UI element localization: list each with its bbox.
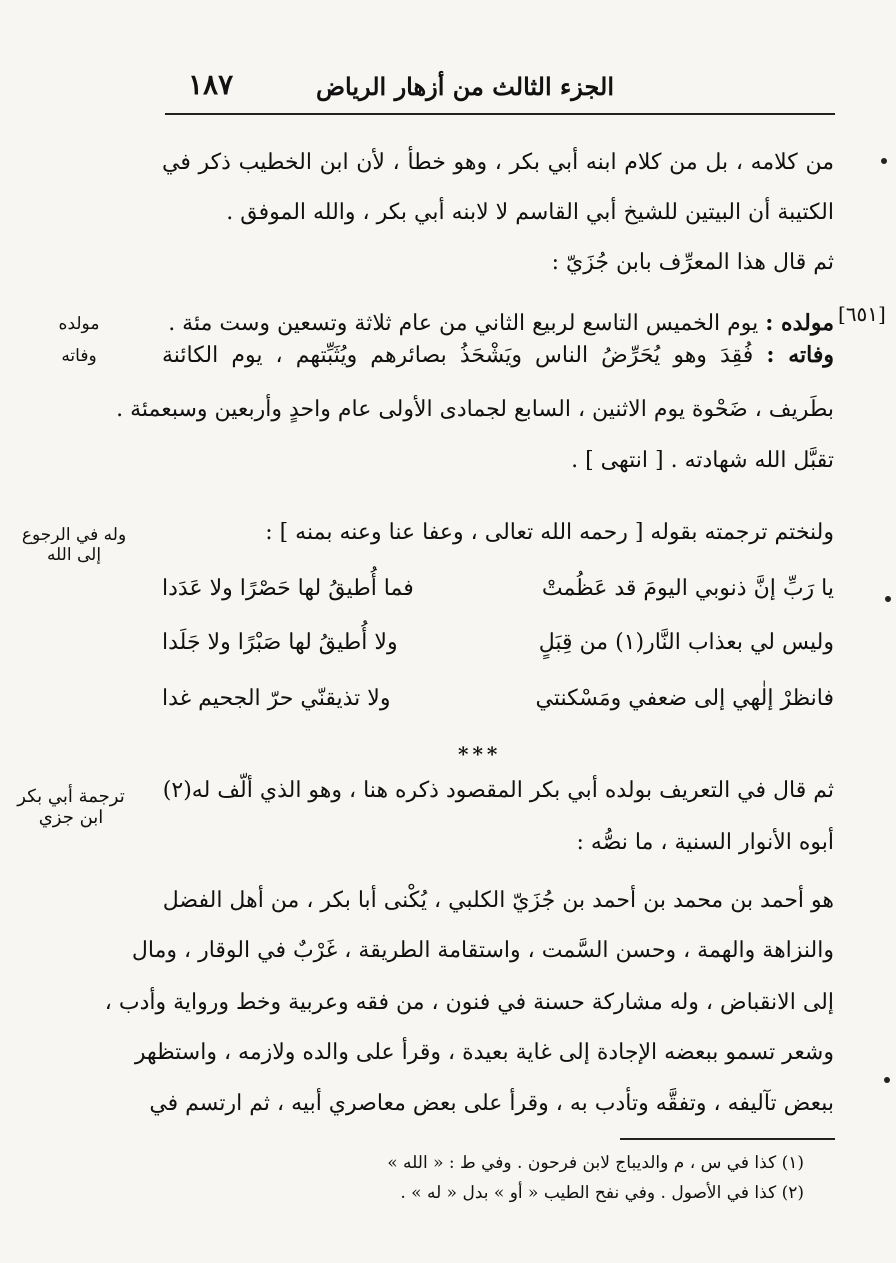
verse-hemistich-right: يا رَبِّ إنَّ ذنوبي اليومَ قد عَظُمتْ: [541, 576, 834, 601]
birth-line: [162, 310, 834, 336]
body-line: أبوه الأنوار السنية ، ما نصُّه :: [576, 830, 834, 855]
body-line: الكتيبة أن البيتين للشيخ أبي القاسم لا لابنه أبي بكر ، والله الموفق .: [226, 200, 834, 225]
running-title: الجزء الثالث من أزهار الرياض: [315, 72, 614, 101]
binding-dot: [881, 158, 887, 164]
verse-hemistich-right: وليس لي بعذاب النَّار(١) من قِبَلٍ: [538, 630, 834, 655]
death-label: وفاته :: [766, 342, 834, 368]
page-number: ١٨٧: [188, 68, 234, 101]
section-separator: ***: [458, 742, 502, 766]
birth-label: مولده :: [765, 310, 834, 336]
body-line: ببعض تآليفه ، وتفقَّه وتأدب به ، وقرأ على بعض معاصري أبيه ، ثم ارتسم في: [149, 1091, 834, 1116]
body-line: ولنختم ترجمته بقوله [ رحمه الله تعالى ، وعفا عنا وعنه بمنه ] :: [265, 520, 834, 545]
death-text: فُقِدَ وهو يُحَرِّضُ الناس ويَشْحَذُ بصائرهم ويُثَبِّتهم ، يوم الكائنة: [162, 343, 754, 368]
birth-text: يوم الخميس التاسع لربيع الثاني من عام ثلاثة وتسعين وست مئة .: [168, 311, 759, 336]
death-line: [162, 342, 834, 368]
footnote-rule: [620, 1138, 835, 1140]
verse-hemistich-left: ولا أُطيقُ لها صَبْرًا ولا جَلَدا: [162, 630, 398, 655]
body-line: تقبَّل الله شهادته . [ انتهى ] .: [571, 448, 834, 473]
verse-hemistich-left: ولا تذيقنّي حرّ الجحيم غدا: [162, 686, 391, 711]
margin-note-prayer: وله في الرجوع إلى الله: [21, 525, 127, 565]
margin-note-bio: ترجمة أبي بكر ابن جزي: [17, 786, 125, 828]
body-line: بطَريف ، ضَحْوة يوم الاثنين ، السابع لجمادى الأولى عام واحدٍ وأربعين وسبعمئة .: [116, 397, 834, 422]
margin-note-death: وفاته: [61, 346, 97, 366]
margin-reference: [٦٥١]: [838, 302, 886, 326]
body-line: هو أحمد بن محمد بن أحمد بن جُزَيّ الكلبي ، يُكْنى أبا بكر ، من أهل الفضل: [162, 888, 834, 913]
margin-note-birth: مولده: [58, 314, 100, 334]
footnote: (٢) كذا في الأصول . وفي نفح الطيب « أو » بدل « له » .: [400, 1183, 804, 1203]
binding-dot: [885, 596, 891, 602]
body-line: إلى الانقباض ، وله مشاركة حسنة في فنون ، من فقه وعربية وخط ورواية وأدب ،: [104, 990, 834, 1015]
verse-hemistich-right: فانظرْ إلٰهي إلى ضعفي ومَسْكنتي: [535, 686, 834, 711]
binding-dot: [884, 1077, 890, 1083]
body-line: والنزاهة والهمة ، وحسن السَّمت ، واستقامة الطريقة ، غَرْبٌ في الوقار ، ومال: [131, 938, 834, 963]
body-line: ثم قال هذا المعرِّف بابن جُزَيّ :: [551, 250, 834, 275]
body-line: وشعر تسمو ببعضه الإجادة إلى غاية بعيدة ، وقرأ على والده ولازمه ، واستظهر: [134, 1040, 834, 1065]
body-line: من كلامه ، بل من كلام ابنه أبي بكر ، وهو خطأ ، لأن ابن الخطيب ذكر في: [162, 150, 834, 175]
footnote: (١) كذا في س ، م والديباج لابن فرحون . وفي ط : « الله »: [387, 1153, 804, 1173]
verse-hemistich-left: فما أُطيقُ لها حَصْرًا ولا عَدَدا: [162, 576, 414, 601]
body-line: ثم قال في التعريف بولده أبي بكر المقصود ذكره هنا ، وهو الذي ألّف له(٢): [162, 778, 834, 803]
header-rule: [165, 113, 835, 115]
